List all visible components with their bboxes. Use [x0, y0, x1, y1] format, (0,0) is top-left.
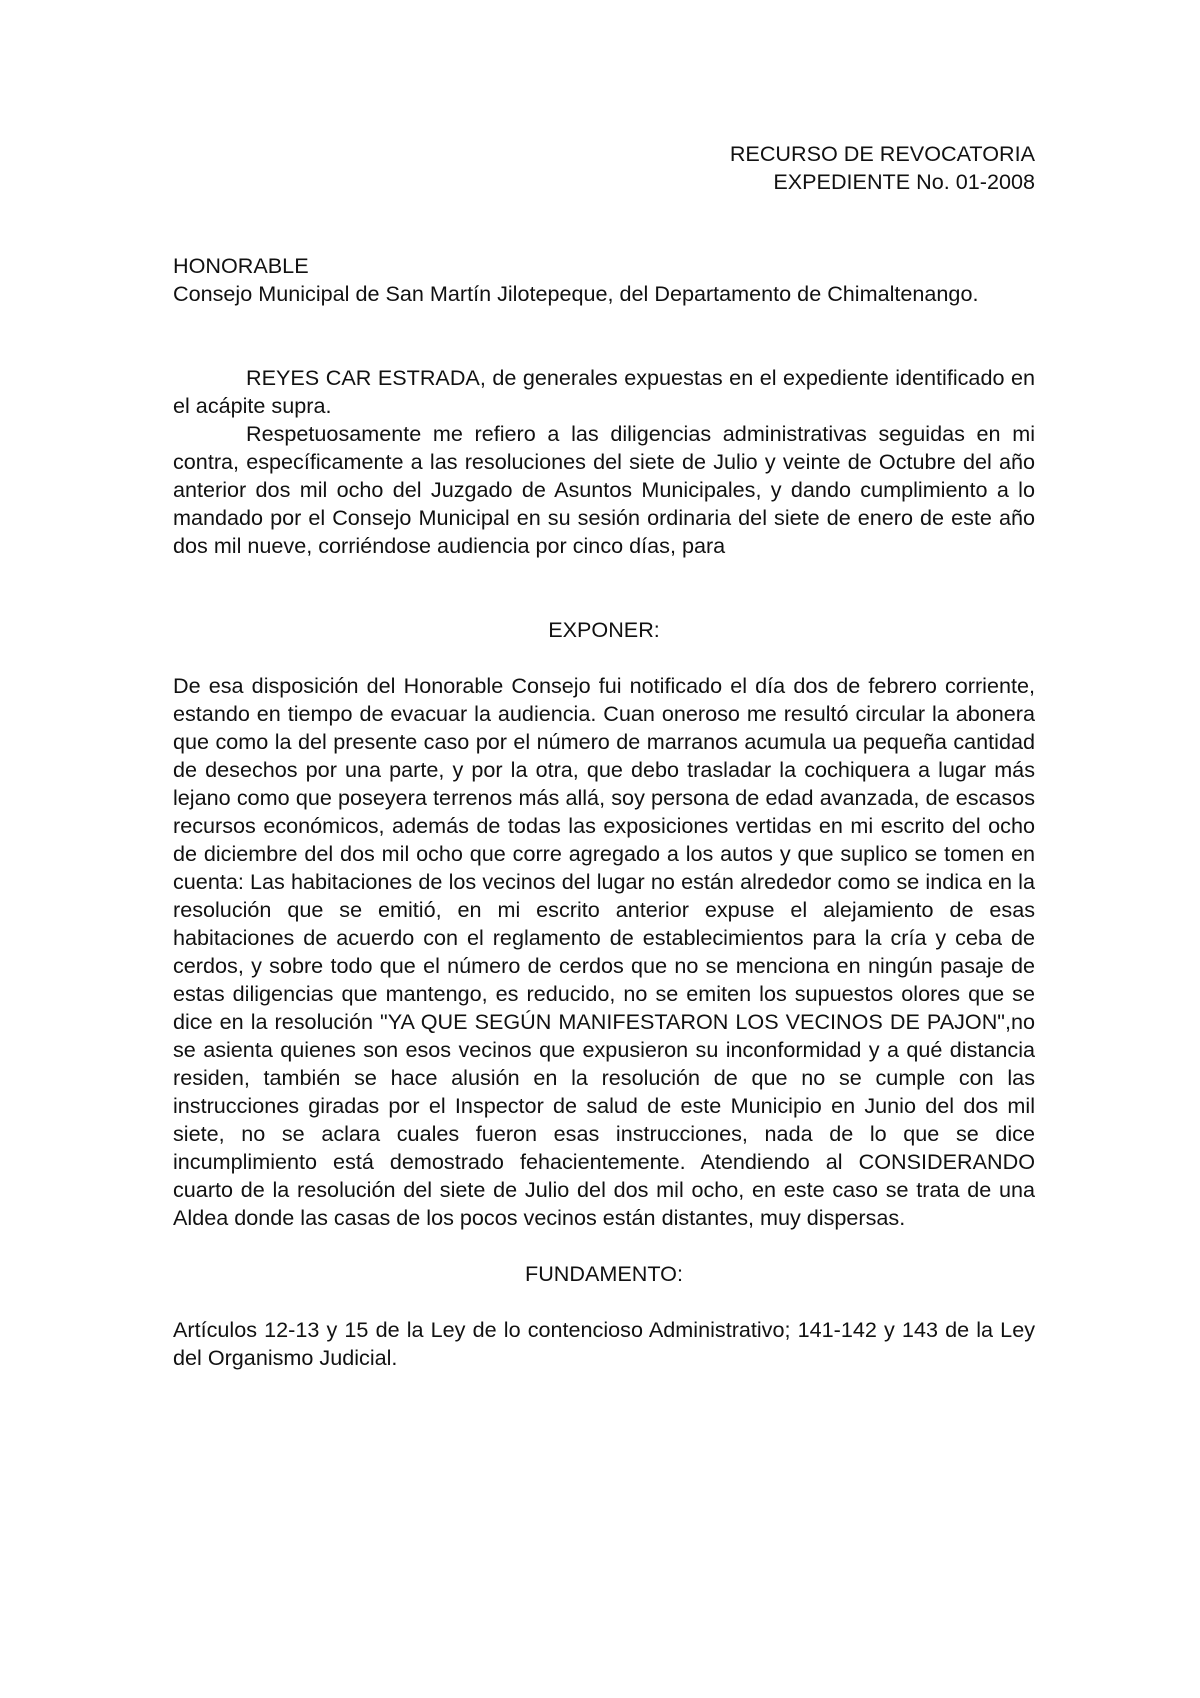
addressee-block — [173, 252, 1035, 308]
exponer-text: De esa disposición del Honorable Consejo fui notificado el día dos de febrero corriente, estando en tiempo de evacuar la audiencia. Cuan oneroso me resultó circular la abonera que como la del presente caso por el número de marranos acumula ua pequeña cantidad de desechos por una parte, y por la otra, que debo trasladar la cochiquera a lugar más lejano como que poseyera terrenos más allá, soy persona de edad avanzada, de escasos recursos económicos, además de todas las exposiciones vertidas en mi escrito del ocho de diciembre del dos mil ocho que corre agregado a los autos y que suplico se tomen en cuenta: Las habitaciones de los vecinos del lugar no están alrededor como se indica en la resolución que se emitió, en mi escrito anterior expuse el alejamiento de esas habitaciones de acuerdo con el reglamento de establecimientos para la cría y ceba de cerdos, y sobre todo que el número de cerdos que no se menciona en ningún pasaje de estas diligencias que mantengo, es reducido, no se emiten los supuestos olores que se dice en la resolución "YA QUE SEGÚN MANIFESTARON LOS VECINOS DE PAJON",no se asienta quienes son esos vecinos que expusieron su inconformidad y a qué distancia residen, también se hace alusión en la resolución de que no se cumple con las instrucciones giradas por el Inspector de salud de este Municipio en Junio del dos mil siete, no se aclara cuales fueron esas instrucciones, nada de lo que se dice incumplimiento está demostrado fehacientemente. Atendiendo al CONSIDERANDO cuarto de la resolución del siete de Julio del dos mil ocho, en este caso se trata de una Aldea donde las casas de los pocos vecinos están distantes, muy dispersas. — [173, 673, 1035, 1230]
header-title: RECURSO DE REVOCATORIA — [729, 141, 1035, 166]
header-file-number: EXPEDIENTE No. 01-2008 — [773, 169, 1035, 194]
addressee-name: Consejo Municipal de San Martín Jilotepeque, del Departamento de Chimaltenango. — [173, 281, 979, 306]
document-page — [173, 140, 1035, 1372]
intro-paragraph-reference: Respetuosamente me refiero a las diligencias administrativas seguidas en mi contra, específicamente a las resoluciones del siete de Julio y veinte de Octubre del año anterior dos mil ocho del Juzgado de Asuntos Municipales, y dando cumplimiento a lo mandado por el Consejo Municipal en su sesión ordinaria del siete de enero de este año dos mil nueve, corriéndose audiencia por cinco días, para — [173, 421, 1035, 558]
fundamento-text: Artículos 12-13 y 15 de la Ley de lo contencioso Administrativo; 141-142 y 143 de la Ley del Organismo Judicial. — [173, 1317, 1035, 1370]
intro-paragraph-petitioner: REYES CAR ESTRADA, de generales expuestas en el expediente identificado en el acápite supra. — [173, 365, 1035, 418]
exponer-heading: EXPONER: — [548, 617, 660, 642]
intro-section — [173, 364, 1035, 560]
fundamento-heading: FUNDAMENTO: — [525, 1261, 683, 1286]
document-header — [173, 140, 1035, 196]
addressee-title: HONORABLE — [173, 253, 309, 278]
